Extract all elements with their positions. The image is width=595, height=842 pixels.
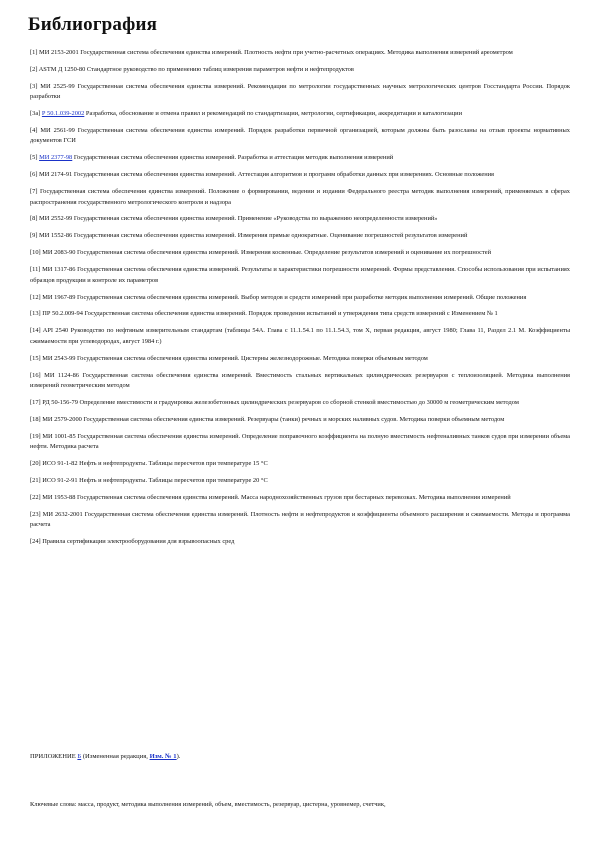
keywords-line: Ключевые слова: масса, продукт, методика выполнения измерений, объем, вместимость, резервуар, цистерна, уровнемер, счетчик,: [30, 801, 386, 808]
reference-item: [30, 415, 570, 425]
reference-text: [1] МИ 2153-2001 Государственная система обеспечения единства измерений. Плотность нефти при учетно-расчетных операциях. Методика выполнения измерений ареометром: [30, 49, 513, 56]
reference-item: [30, 65, 570, 75]
reference-item: [30, 248, 570, 258]
reference-text: [11] МИ 1317-86 Государственная система обеспечения единства измерений. Результаты и характеристики погрешности измерений. Формы представления. Способы использования при испытаниях образцов продукции и контроле их параметров: [30, 266, 570, 284]
reference-text: [5]: [30, 154, 40, 162]
reference-text: [14] API 2540 Руководство по нефтяным измерительным стандартам (таблицы 54А. Глава с 11.1.54.1 по 11.1.54.3, том Х, первая редакция, август 1980; Глава 11, Раздел 2.1 М. Коэффициенты сжимаемости при углеводородах, август 1984 г.): [30, 327, 570, 345]
reference-item: [30, 476, 570, 486]
appendix-suffix: ).: [176, 753, 181, 760]
reference-item: [30, 432, 570, 453]
reference-text: [23] МИ 2632-2001 Государственная система обеспечения единства измерений. Плотность нефти и нефтепродуктов и коэффициенты объемного расширения и сжимаемости. Методы и программа расчета: [30, 510, 570, 529]
reference-text: [10] МИ 2083-90 Государственная система обеспечения единства измерений. Измерения косвенные. Определение результатов измерений и оценивание их погрешностей: [30, 249, 491, 257]
reference-text: [18] МИ 2579-2000 Государственная система обеспечения единства измерений. Резервуары (танки) речных и морских наливных судов. Методика поверки объемным методом: [30, 415, 505, 423]
reference-text: [21] ИСО 91-2-91 Нефть и нефтепродукты. Таблицы пересчетов при температуре 20 °С: [30, 476, 268, 484]
reference-item: [30, 214, 570, 224]
reference-item: [30, 187, 570, 208]
reference-text: [3] МИ 2525-99 Государственная система обеспечения единства измерений. Рекомендации по метрологии государственных научных метрологических центров Госстандарта России. Порядок разработки: [30, 82, 570, 101]
reference-item: [30, 493, 570, 503]
reference-text: [22] МИ 1953-88 Государственная система обеспечения единства измерений. Масса народнохозяйственных грузов при бестарных перевозках. Методика выполнения измерений: [30, 493, 511, 501]
reference-item: [30, 126, 570, 147]
reference-item: [30, 153, 570, 163]
reference-text: [8] МИ 2552-99 Государственная система обеспечения единства измерений. Применение «Руководства по выражению неопределенности измерений»: [30, 215, 438, 223]
reference-item: [30, 109, 570, 119]
amendment-1-link[interactable]: Изм. № 1: [149, 753, 177, 760]
reference-text: [20] ИСО 91-1-82 Нефть и нефтепродукты. Таблицы пересчетов при температуре 15 °С: [30, 459, 268, 467]
reference-text: [7] Государственная система обеспечения единства измерений. Положение о формировании, ведении и издании Федерального реестра методик выполнения измерений, применяемых в сферах распространения государственного метрологического контроля и надзора: [30, 188, 570, 206]
reference-item: [30, 537, 570, 547]
appendix-b-link[interactable]: Б: [77, 753, 82, 760]
reference-text: [9] МИ 1552-86 Государственная система обеспечения единства измерений. Измерения прямые однократные. Оценивание погрешностей результатов измерений: [30, 232, 468, 240]
reference-text: [15] МИ 2543-99 Государственная система обеспечения единства измерений. Цистерны железнодорожные. Методика поверки объемным методом: [30, 354, 428, 362]
reference-item: [30, 326, 570, 347]
reference-text-tail: Разработка, обоснование и отмена правил и рекомендаций по стандартизации, метрологии, сертификации, аккредитации и каталогизации: [84, 110, 463, 118]
reference-text: [3а]: [30, 110, 42, 118]
reference-text-tail: Государственная система обеспечения единства измерений. Разработка и аттестация методик выполнения измерений: [72, 154, 394, 162]
reference-item: [30, 170, 570, 180]
reference-link[interactable]: Р 50.1.039-2002: [41, 110, 85, 118]
reference-text: [17] РД 50-156-79 Определение вместимости и градуировка железобетонных цилиндрических резервуаров со сборной стенкой вместимостью до 30000 м геометрическим методом: [30, 398, 519, 406]
reference-item: [30, 293, 570, 303]
reference-text: [19] МИ 1001-85 Государственная система обеспечения единства измерений. Определение поправочного коэффициента на полную вместимость нефтеналивных танков судов при измерении объема нефти. Методика расчета: [30, 432, 570, 451]
reference-item: [30, 231, 570, 241]
reference-text: [13] ПР 50.2.009-94 Государственная система обеспечения единства измерений. Порядок проведения испытаний и утверждения типа средств измерений с Изменением № 1: [30, 310, 498, 318]
reference-text: [16] МИ 1124-86 Государственная система обеспечения единства измерений. Вместимость стальных вертикальных цилиндрических резервуаров с теплоизоляцией. Методика выполнения измерений геометрическим методом: [30, 371, 570, 389]
reference-item: [30, 82, 570, 103]
reference-item: [30, 354, 570, 364]
reference-text: [24] Правила сертификации электрооборудования для взрывоопасных сред: [30, 538, 235, 545]
reference-item: [30, 371, 570, 392]
appendix-prefix: ПРИЛОЖЕНИЕ: [30, 753, 78, 760]
page-title: Библиография: [28, 14, 158, 35]
reference-item: [30, 309, 570, 319]
appendix-note: [30, 752, 180, 762]
reference-link[interactable]: МИ 2377-98: [39, 154, 73, 162]
reference-text: [12] МИ 1967-89 Государственная система обеспечения единства измерений. Выбор методов и средств измерений при разработке методик выполнения измерений. Общие положения: [30, 293, 527, 301]
reference-text: [2] ASTM Д 1250-80 Стандартное руководство по применению таблиц измерения параметров нефти и нефтепродуктов: [30, 65, 354, 73]
reference-item: [30, 459, 570, 469]
reference-item: [30, 510, 570, 531]
reference-item: [30, 265, 570, 286]
bibliography-list: [30, 48, 570, 554]
reference-text: [6] МИ 2174-91 Государственная система обеспечения единства измерений. Аттестация алгоритмов и программ обработки данных при измерениях. Основные положения: [30, 171, 494, 179]
reference-item: [30, 48, 570, 58]
reference-text: [4] МИ 2561-99 Государственная система обеспечения единства измерений. Порядок разработки первичной организацией, которым должны быть разосланы на отзыв проекты нормативных документов ГСИ: [30, 127, 570, 145]
appendix-mid: (Измененная редакция,: [81, 753, 150, 760]
reference-item: [30, 398, 570, 408]
